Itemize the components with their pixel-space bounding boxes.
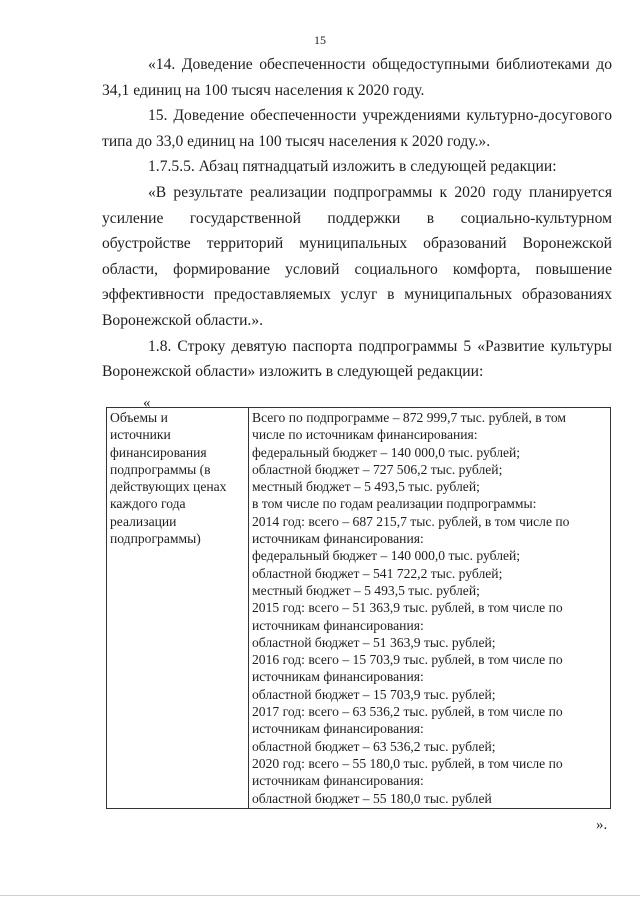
body-text (102, 52, 612, 385)
content-line: областной бюджет – 51 363,9 тыс. рублей; (252, 634, 496, 650)
content-line: источникам финансирования: (252, 721, 424, 737)
content-cell (249, 408, 611, 809)
content-line: местный бюджет – 5 493,5 тыс. рублей; (252, 582, 480, 598)
close-quote-mark: ». (596, 817, 608, 833)
label-line: подпрограммы (в (110, 461, 211, 477)
content-line: федеральный бюджет – 140 000,0 тыс. рублей; (252, 444, 521, 460)
content-line: 2020 год: всего – 55 180,0 тыс. рублей, в том числе по (252, 755, 563, 771)
content-line: местный бюджет – 5 493,5 тыс. рублей; (252, 479, 480, 495)
content-line: Всего по подпрограмме – 872 999,7 тыс. рублей, в том (252, 410, 567, 425)
label-line: действующих ценах (110, 479, 227, 495)
content-line: 2016 год: всего – 15 703,9 тыс. рублей, в том числе по (252, 652, 563, 668)
paragraph-1-7-5-5: 1.7.5.5. Абзац пятнадцатый изложить в следующей редакции: (148, 158, 557, 176)
content-line: 2017 год: всего – 63 536,2 тыс. рублей, в том числе по (252, 704, 563, 720)
paragraph-1-8: 1.8. Строку девятую паспорта подпрограммы 5 «Развитие культуры Воронежской области» изложить в следующей редакции: (102, 337, 612, 381)
page-bottom-edge (0, 895, 640, 896)
page-number: 15 (314, 33, 326, 47)
label-line: подпрограммы) (110, 531, 201, 547)
content-line: 2014 год: всего – 687 215,7 тыс. рублей, в том числе по (252, 513, 570, 529)
content-line: федеральный бюджет – 140 000,0 тыс. рублей; (252, 548, 521, 564)
passport-table (106, 407, 611, 809)
paragraph-quote: «В результате реализации подпрограммы к 2020 году планируется усиление государственной поддержки в социально-культурном обустройстве территорий муниципальных образований Воронежской области, формирование условий социального комфорта, повышение эффективности предоставляемых услуг в муниципальных образованиях Воронежской области.». (102, 183, 612, 329)
content-line: 2015 год: всего – 51 363,9 тыс. рублей, в том числе по (252, 600, 563, 616)
content-line: областной бюджет – 55 180,0 тыс. рублей (252, 790, 492, 806)
content-line: числе по источникам финансирования: (252, 427, 478, 443)
content-line: источникам финансирования: (252, 773, 424, 789)
label-cell (107, 408, 249, 809)
label-line: Объемы и (110, 410, 168, 425)
content-line: в том числе по годам реализации подпрограммы: (252, 496, 537, 512)
paragraph-item-14: «14. Доведение обеспеченности общедоступными библиотеками до 34,1 единиц на 100 тысяч населения к 2020 году. (102, 56, 612, 99)
label-line: каждого года (110, 496, 186, 512)
label-line: реализации (110, 513, 177, 529)
content-line: областной бюджет – 541 722,2 тыс. рублей; (252, 565, 503, 581)
content-line: областной бюджет – 727 506,2 тыс. рублей; (252, 461, 503, 477)
content-line: областной бюджет – 63 536,2 тыс. рублей; (252, 738, 496, 754)
table-row (107, 408, 611, 809)
content-line: областной бюджет – 15 703,9 тыс. рублей; (252, 686, 496, 702)
content-line: источникам финансирования: (252, 669, 424, 685)
content-line: источникам финансирования: (252, 617, 424, 633)
label-line: источники (110, 427, 171, 443)
content-line: источникам финансирования: (252, 531, 424, 547)
label-line: финансирования (110, 444, 207, 460)
open-quote-mark: « (143, 395, 151, 411)
paragraph-item-15: 15. Доведение обеспеченности учреждениями культурно-досугового типа до 33,0 единиц на 100 тысяч населения к 2020 году.». (102, 107, 612, 150)
